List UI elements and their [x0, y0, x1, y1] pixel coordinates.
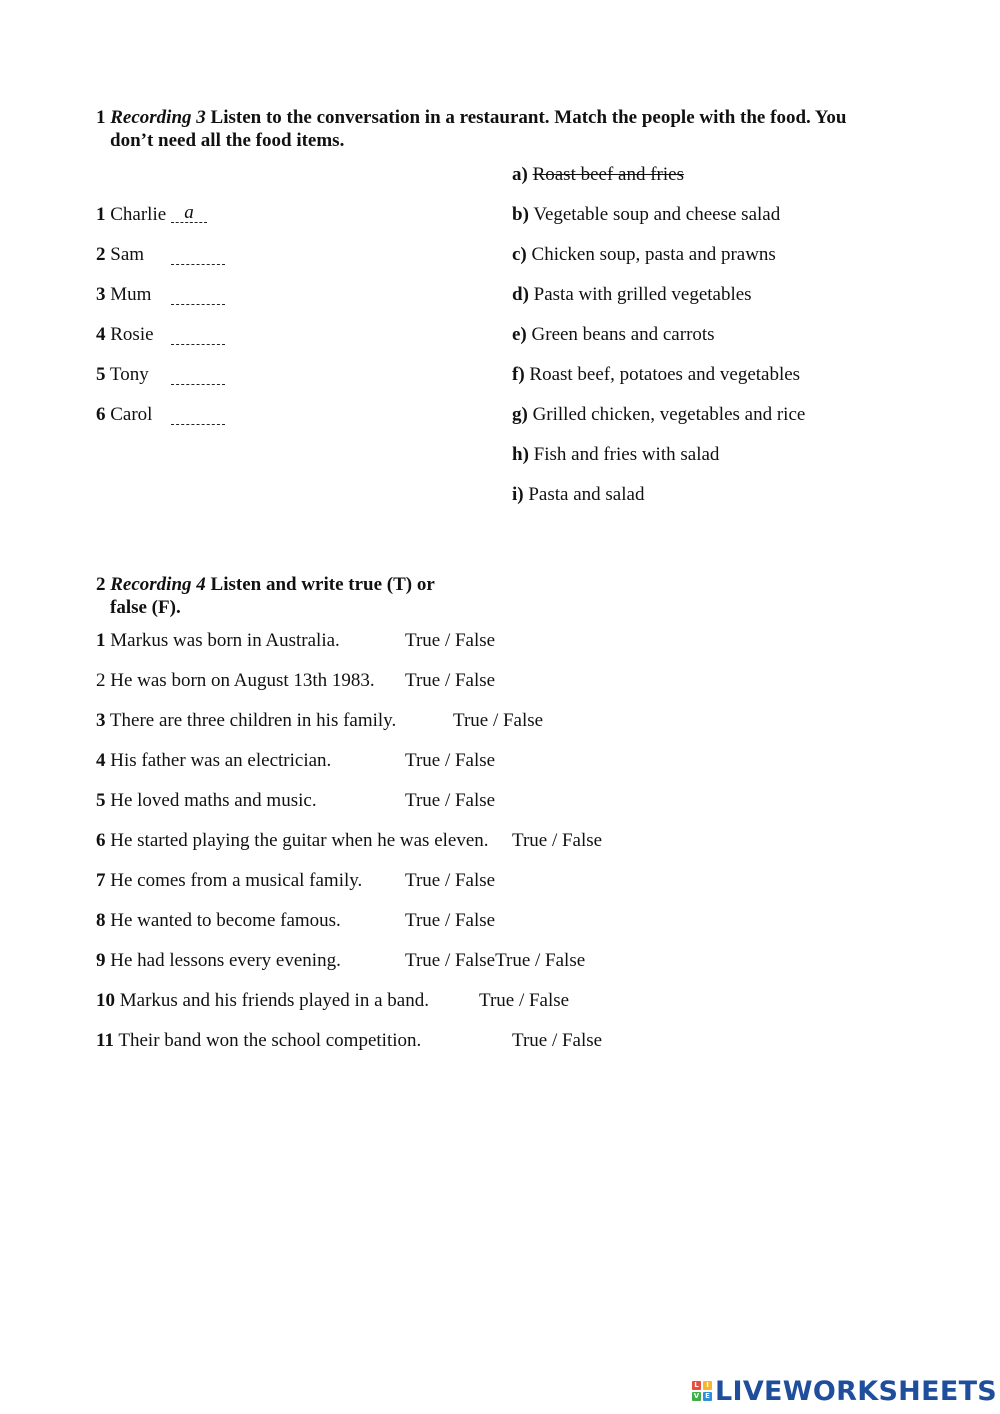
true-false-option[interactable]: True / False	[512, 830, 603, 851]
food-item: g) Grilled chicken, vegetables and rice	[512, 404, 806, 425]
food-item: c) Chicken soup, pasta and prawns	[512, 244, 776, 265]
answer-blank-sam[interactable]	[171, 244, 225, 265]
person-row: 5 Tony	[96, 364, 149, 385]
person-name: Sam	[110, 244, 145, 265]
person-name: Charlie	[110, 204, 167, 225]
statement-row: 8 He wanted to become famous.	[96, 910, 341, 931]
statement-row: 6 He started playing the guitar when he was eleven.	[96, 830, 489, 851]
person-row: 4 Rosie	[96, 324, 154, 345]
logo-blocks-icon: L I V E	[692, 1381, 712, 1401]
statement-row: 1 Markus was born in Australia.	[96, 630, 340, 651]
true-false-option[interactable]: True / False	[405, 790, 496, 811]
person-row: 2 Sam	[96, 244, 145, 265]
food-item: i) Pasta and salad	[512, 484, 645, 505]
food-item: b) Vegetable soup and cheese salad	[512, 204, 781, 225]
statement-row: 3 There are three children in his family.	[96, 710, 397, 731]
answer-blank-tony[interactable]	[171, 364, 225, 385]
exercise2-number: 2	[96, 574, 106, 595]
food-item: a) Roast beef and fries	[512, 164, 684, 185]
statement-row: 4 His father was an electrician.	[96, 750, 332, 771]
exercise2-heading	[96, 573, 435, 596]
true-false-option[interactable]: True / False	[512, 1030, 603, 1051]
food-item: d) Pasta with grilled vegetables	[512, 284, 752, 305]
answer-blank-charlie[interactable]: a	[171, 202, 207, 223]
true-false-option[interactable]: True / False	[405, 870, 496, 891]
person-name: Rosie	[110, 324, 154, 345]
exercise1-instruction-line1: Listen to the conversation in a restaurant. Match the people with the food. You	[210, 107, 847, 128]
exercise1-heading	[96, 106, 846, 129]
true-false-option[interactable]: True / False	[405, 630, 496, 651]
answer-blank-mum[interactable]	[171, 284, 225, 305]
true-false-option[interactable]: True / False	[405, 910, 496, 931]
person-name: Carol	[110, 404, 153, 425]
true-false-option[interactable]: True / FalseTrue / False	[405, 950, 586, 971]
food-item: f) Roast beef, potatoes and vegetables	[512, 364, 801, 385]
logo-text: LIVEWORKSHEETS	[715, 1375, 998, 1407]
statement-row: 5 He loved maths and music.	[96, 790, 317, 811]
food-item: e) Green beans and carrots	[512, 324, 715, 345]
true-false-option[interactable]: True / False	[405, 750, 496, 771]
person-name: Tony	[109, 364, 149, 385]
statement-row: 2 He was born on August 13th 1983.	[96, 670, 375, 691]
person-row: 3 Mum	[96, 284, 152, 305]
person-row: 1 Charlie	[96, 204, 167, 225]
exercise1-recording: Recording 3	[110, 107, 206, 128]
statement-row: 10 Markus and his friends played in a band.	[96, 990, 429, 1011]
exercise1-number: 1	[96, 107, 106, 128]
exercise2-instruction-line2: false (F).	[110, 597, 181, 618]
exercise2-recording: Recording 4	[110, 574, 206, 595]
statement-row: 7 He comes from a musical family.	[96, 870, 363, 891]
answer-blank-rosie[interactable]	[171, 324, 225, 345]
exercise1-instruction-line2: don’t need all the food items.	[110, 130, 345, 151]
person-row: 6 Carol	[96, 404, 153, 425]
food-item: h) Fish and fries with salad	[512, 444, 720, 465]
true-false-option[interactable]: True / False	[453, 710, 544, 731]
person-name: Mum	[110, 284, 152, 305]
exercise2-instruction-line1: Listen and write true (T) or	[210, 574, 435, 595]
true-false-option[interactable]: True / False	[479, 990, 570, 1011]
true-false-option[interactable]: True / False	[405, 670, 496, 691]
answer-blank-carol[interactable]	[171, 404, 225, 425]
statement-row: 11 Their band won the school competition.	[96, 1030, 422, 1051]
liveworksheets-logo	[692, 1376, 997, 1406]
statement-row: 9 He had lessons every evening.	[96, 950, 341, 971]
